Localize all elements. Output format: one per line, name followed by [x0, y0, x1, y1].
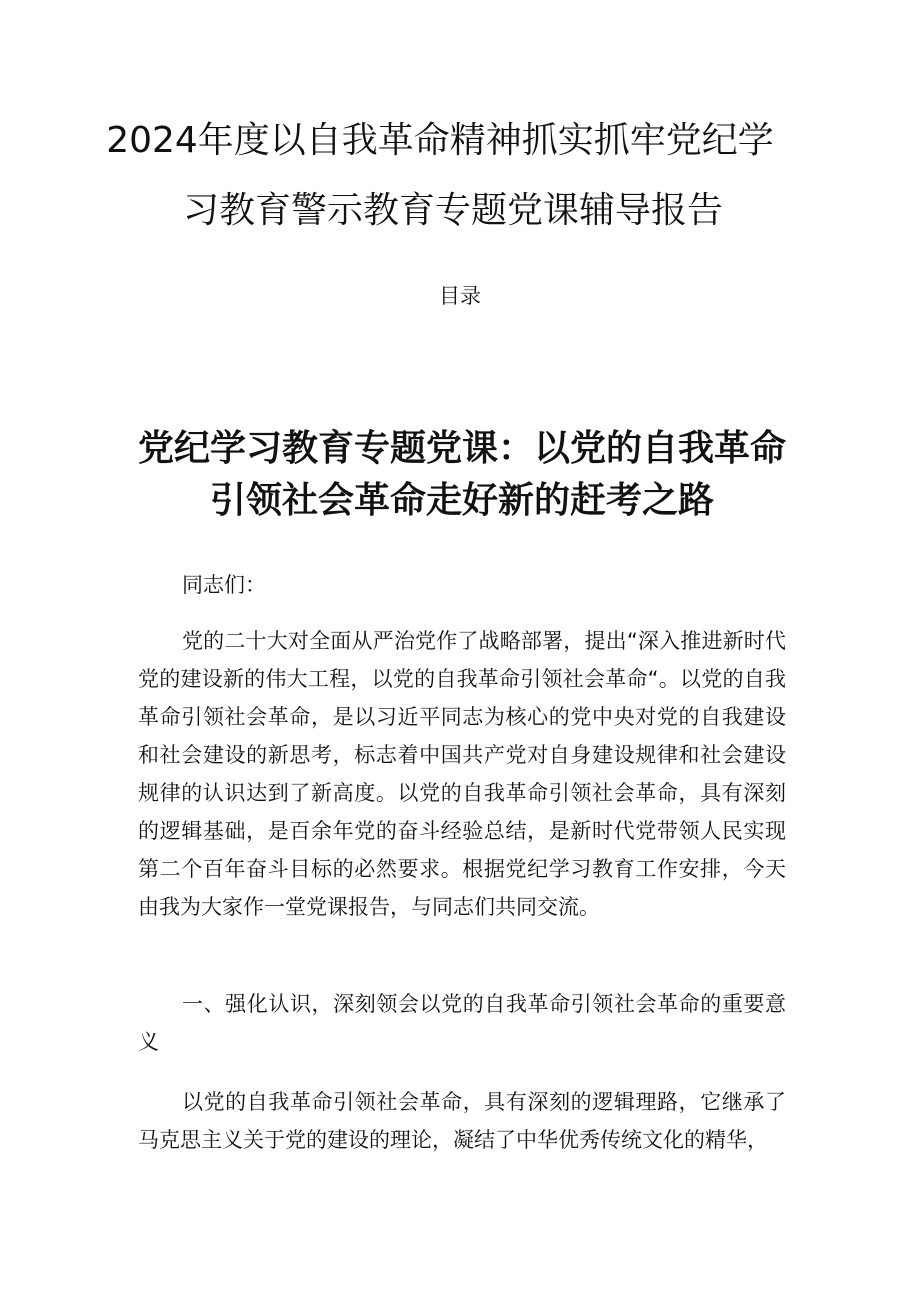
- paragraph-intro: 党的二十大对全面从严治党作了战略部署，提出“深入推进新时代党的建设新的伟大工程，以党的自我革命引领社会革命“。以党的自我革命引领社会革命，是以习近平同志为核心的党中央对党的自我建设和社会建设的新思考，标志着中国共产党对自身建设规律和社会建设规律的认识达到了新高度。以党的自我革命引领社会革命，具有深刻的逻辑基础，是百余年党的奋斗经验总结，是新时代党带领人民实现第二个百年奋斗目标的必然要求。根据党纪学习教育工作安排，今天由我为大家作一堂党课报告，与同志们共同交流。: [138, 629, 786, 919]
- section-title-line-1: 党纪学习教育专题党课：以党的自我革命: [137, 428, 786, 469]
- document-title-line-2: 习教育警示教育专题党课辅导报告: [182, 190, 723, 231]
- greeting: 同志们：: [182, 573, 266, 597]
- document-title-line-1: 2024年度以自我革命精神抓实抓牢党纪学: [106, 120, 774, 161]
- paragraph-part-one: 以党的自我革命引领社会革命，具有深刻的逻辑理路，它继承了马克思主义关于党的建设的理论，凝结了中华优秀传统文化的精华，: [138, 1090, 786, 1152]
- table-of-contents-label: 目录: [439, 284, 481, 308]
- heading-part-one: 一、强化认识，深刻领会以党的自我革命引领社会革命的重要意义: [138, 992, 786, 1054]
- section-title-line-2: 引领社会革命走好新的赶考之路: [209, 480, 714, 521]
